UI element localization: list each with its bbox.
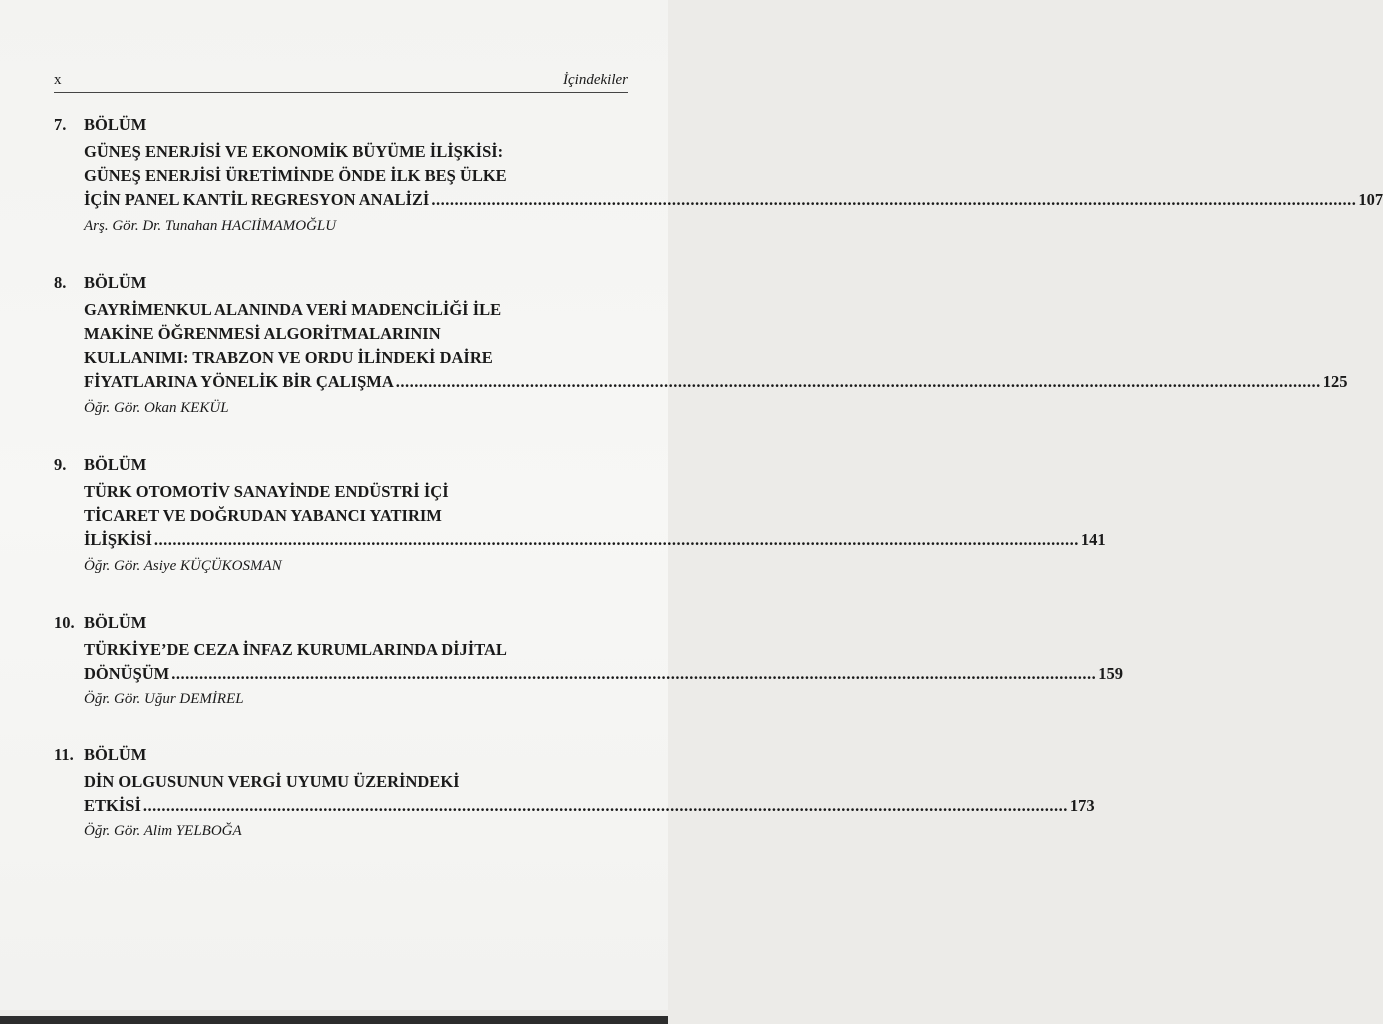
chapter-heading bbox=[54, 113, 146, 137]
title-line: FİYATLARINA YÖNELİK BİR ÇALIŞMA bbox=[84, 372, 394, 391]
page-number: 107 bbox=[1358, 190, 1383, 209]
chapter-heading bbox=[54, 271, 146, 295]
title-line: TÜRKİYE’DE CEZA İNFAZ KURUMLARINDA DİJİTAL bbox=[84, 640, 507, 659]
page-number: 159 bbox=[1098, 664, 1123, 683]
chapter-heading bbox=[54, 611, 146, 635]
running-header bbox=[54, 72, 628, 92]
chapter-heading bbox=[54, 453, 146, 477]
chapter-title bbox=[84, 480, 1106, 552]
chapter-word: BÖLÜM bbox=[84, 115, 147, 134]
chapter-author: Öğr. Gör. Asiye KÜÇÜKOSMAN bbox=[84, 558, 282, 574]
chapter-number: 8. bbox=[54, 273, 67, 292]
chapter-author: Öğr. Gör. Uğur DEMİREL bbox=[84, 691, 244, 707]
title-line-with-page bbox=[84, 188, 1383, 212]
title-line: DİN OLGUSUNUN VERGİ UYUMU ÜZERİNDEKİ bbox=[84, 772, 460, 791]
title-line-with-page bbox=[84, 794, 1095, 818]
title-line: DÖNÜŞÜM bbox=[84, 664, 170, 683]
chapter-author: Arş. Gör. Dr. Tunahan HACIİMAMOĞLU bbox=[84, 218, 337, 234]
title-line-with-page bbox=[84, 528, 1106, 552]
dot-leader: ........................................................................................................................................................................................................ bbox=[395, 372, 1321, 391]
chapter-number: 9. bbox=[54, 455, 67, 474]
dot-leader: ........................................................................................................................................................................................................ bbox=[153, 530, 1079, 549]
chapter-title bbox=[84, 770, 1095, 818]
chapter-title bbox=[84, 298, 1348, 394]
title-line: İLİŞKİSİ bbox=[84, 530, 152, 549]
title-line-with-page bbox=[84, 662, 1123, 686]
title-line: MAKİNE ÖĞRENMESİ ALGORİTMALARININ bbox=[84, 324, 441, 343]
title-line: GÜNEŞ ENERJİSİ ÜRETİMİNDE ÖNDE İLK BEŞ ÜLKE bbox=[84, 166, 507, 185]
chapter-number: 7. bbox=[54, 115, 67, 134]
chapter-word: BÖLÜM bbox=[84, 455, 147, 474]
chapter-heading bbox=[54, 743, 146, 767]
page-number: 125 bbox=[1322, 372, 1348, 391]
chapter-title bbox=[84, 140, 1383, 212]
title-line: GÜNEŞ ENERJİSİ VE EKONOMİK BÜYÜME İLİŞKİSİ: bbox=[84, 142, 504, 161]
chapter-word: BÖLÜM bbox=[84, 273, 147, 292]
chapter-word: BÖLÜM bbox=[84, 745, 147, 764]
title-line: İÇİN PANEL KANTİL REGRESYON ANALİZİ bbox=[84, 190, 430, 209]
page-number: 141 bbox=[1080, 530, 1106, 549]
dot-leader: ........................................................................................................................................................................................................ bbox=[431, 190, 1357, 209]
header-divider bbox=[54, 92, 628, 93]
chapter-author: Öğr. Gör. Alim YELBOĞA bbox=[84, 823, 242, 839]
title-line: TİCARET VE DOĞRUDAN YABANCI YATIRIM bbox=[84, 506, 442, 525]
dot-leader: ........................................................................................................................................................................................................ bbox=[171, 664, 1097, 683]
chapter-number: 10. bbox=[54, 613, 75, 632]
title-line: ETKİSİ bbox=[84, 796, 141, 815]
chapter-word: BÖLÜM bbox=[84, 613, 147, 632]
page-number: 173 bbox=[1069, 796, 1095, 815]
title-line-with-page bbox=[84, 370, 1348, 394]
page-number-label: x bbox=[54, 72, 62, 88]
section-title: İçindekiler bbox=[563, 72, 628, 88]
dot-leader: ........................................................................................................................................................................................................ bbox=[142, 796, 1068, 815]
title-line: TÜRK OTOMOTİV SANAYİNDE ENDÜSTRİ İÇİ bbox=[84, 482, 449, 501]
bottom-edge bbox=[0, 1016, 668, 1024]
title-line: KULLANIMI: TRABZON VE ORDU İLİNDEKİ DAİRE bbox=[84, 348, 493, 367]
title-line: GAYRİMENKUL ALANINDA VERİ MADENCİLİĞİ İLE bbox=[84, 300, 502, 319]
chapter-number: 11. bbox=[54, 745, 74, 764]
chapter-title bbox=[84, 638, 1123, 686]
chapter-author: Öğr. Gör. Okan KEKÜL bbox=[84, 400, 229, 416]
